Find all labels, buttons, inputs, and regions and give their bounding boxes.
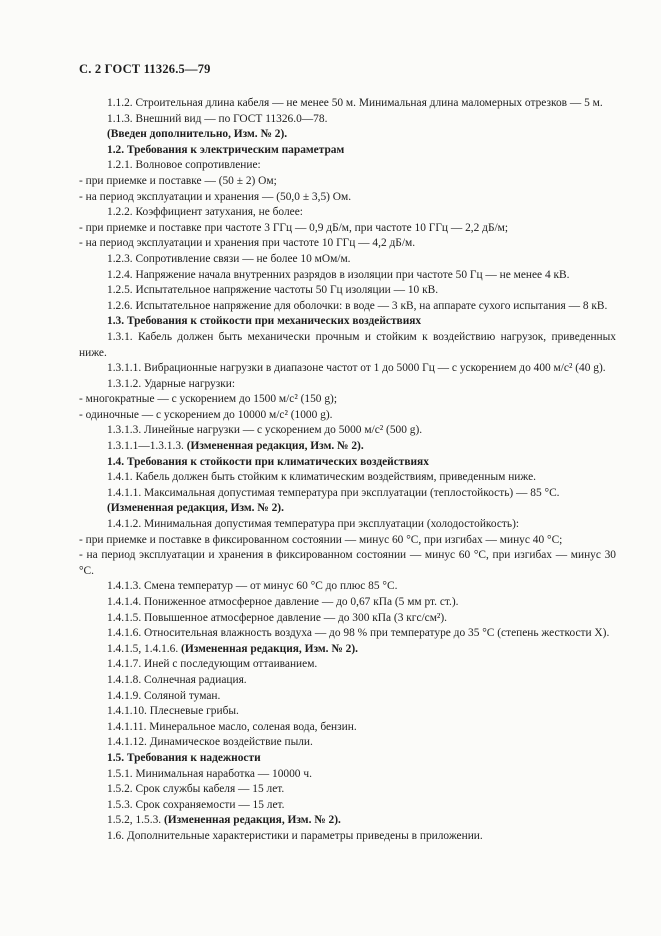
paragraph-1-2-4: 1.2.4. Напряжение начала внутренних разрядов в изоляции при частоте 50 Гц — не менее 4 кВ. — [107, 268, 570, 281]
paragraph-1-3-1-2: 1.3.1.2. Ударные нагрузки: — [107, 377, 236, 390]
paragraph-1-1-2: 1.1.2. Строительная длина кабеля — не менее 50 м. Минимальная длина маломерных отрезков — 5 м. — [107, 97, 603, 109]
paragraph-1-3-1-3: 1.3.1.3. Линейные нагрузки — с ускорением до 5000 м/с² (500 g). — [107, 424, 423, 437]
list-item: - при приемке и поставке — (50 ± 2) Ом; — [79, 174, 277, 187]
list-item: - одиночные — с ускорением до 10000 м/с² (1000 g). — [79, 408, 333, 421]
list-item: - многократные — с ускорением до 1500 м/с² (150 g); — [79, 393, 337, 406]
paragraph-1-4-1-4: 1.4.1.4. Пониженное атмосферное давление — до 0,67 кПа (5 мм рт. ст.). — [107, 596, 459, 608]
paragraph-1-2-2: 1.2.2. Коэффициент затухания, не более: — [107, 206, 303, 219]
paragraph-1-4-1-7: 1.4.1.7. Иней с последующим оттаиванием. — [107, 658, 318, 671]
paragraph-1-5-1: 1.5.1. Минимальная наработка — 10000 ч. — [107, 767, 312, 780]
amendment-line — [79, 439, 616, 455]
list-item: - на период эксплуатации и хранения в фиксированном состоянии — минус 60 °С, при изгибах — минус 30 °С. — [79, 549, 616, 577]
paragraph-1-2-5: 1.2.5. Испытательное напряжение частоты 50 Гц изоляции — 10 кВ. — [107, 284, 439, 297]
paragraph-1-4-1-6: 1.4.1.6. Относительная влажность воздуха — до 98 % при температуре до 35 °С (степень жесткости X). — [107, 627, 610, 640]
paragraph-1-4-1-1: 1.4.1.1. Максимальная допустимая температура при эксплуатации (теплостойкость) — 85 °С. — [107, 486, 560, 499]
page-header: С. 2 ГОСТ 11326.5—79 — [79, 62, 211, 76]
paragraph-1-5-2: 1.5.2. Срок службы кабеля — 15 лет. — [107, 783, 285, 796]
paragraph-1-1-3: 1.1.3. Внешний вид — по ГОСТ 11326.0—78. — [107, 112, 328, 125]
paragraph-1-2-1: 1.2.1. Волновое сопротивление: — [107, 159, 261, 172]
paragraph-1-4-1-12: 1.4.1.12. Динамическое воздействие пыли. — [107, 736, 313, 749]
list-item: - при приемке и поставке в фиксированном состоянии — минус 60 °С, при изгибах — минус 40 °С; — [79, 533, 563, 546]
paragraph-1-2-3: 1.2.3. Сопротивление связи — не более 10 мОм/м. — [107, 252, 351, 265]
amendment-note: (Введен дополнительно, Изм. № 2). — [107, 128, 288, 141]
paragraph-1-4-1-5: 1.4.1.5. Повышенное атмосферное давление — до 300 кПа (3 кгс/см²). — [107, 611, 447, 624]
amendment-line — [79, 642, 616, 658]
list-item: - при приемке и поставке при частоте 3 ГГц — 0,9 дБ/м, при частоте 10 ГГц — 2,2 дБ/м; — [79, 221, 509, 234]
amendment-note: (Измененная редакция, Изм. № 2). — [107, 502, 284, 515]
amendment-note: (Измененная редакция, Изм. № 2). — [186, 440, 364, 453]
list-item: - на период эксплуатации и хранения — (50,0 ± 3,5) Ом. — [79, 190, 352, 203]
section-heading-1-3: 1.3. Требования к стойкости при механических воздействиях — [107, 315, 422, 328]
amendment-note: (Измененная редакция, Изм. № 2). — [181, 642, 358, 655]
amendment-ref: 1.3.1.1—1.3.1.3. — [107, 440, 187, 453]
document-body — [79, 96, 616, 845]
paragraph-1-3-1-1: 1.3.1.1. Вибрационные нагрузки в диапазоне частот от 1 до 5000 Гц — с ускорением до 400 м/с² (40 g). — [107, 362, 606, 375]
section-heading-1-5: 1.5. Требования к надежности — [107, 751, 261, 764]
paragraph-1-4-1-2: 1.4.1.2. Минимальная допустимая температура при эксплуатации (холодостойкость): — [107, 518, 520, 531]
paragraph-1-4-1-10: 1.4.1.10. Плесневые грибы. — [107, 705, 239, 718]
amendment-ref: 1.5.2, 1.5.3. — [107, 814, 164, 827]
paragraph-1-4-1-8: 1.4.1.8. Солнечная радиация. — [107, 673, 247, 686]
paragraph-1-3-1: 1.3.1. Кабель должен быть механически прочным и стойким к воздействию нагрузок, приведенных ниже. — [79, 330, 616, 359]
amendment-note: (Измененная редакция, Изм. № 2). — [163, 814, 341, 827]
paragraph-1-4-1-3: 1.4.1.3. Смена температур — от минус 60 °С до плюс 85 °С. — [107, 580, 398, 593]
list-item: - на период эксплуатации и хранения при частоте 10 ГГц — 4,2 дБ/м. — [79, 237, 416, 250]
section-heading-1-4: 1.4. Требования к стойкости при климатических воздействиях — [107, 455, 429, 468]
amendment-ref: 1.4.1.5, 1.4.1.6. — [107, 642, 182, 655]
amendment-line — [79, 813, 616, 829]
paragraph-1-2-6: 1.2.6. Испытательное напряжение для оболочки: в воде — 3 кВ, на аппарате сухого испытания — 8 кВ. — [107, 299, 608, 312]
paragraph-1-5-3: 1.5.3. Срок сохраняемости — 15 лет. — [107, 798, 285, 811]
paragraph-1-4-1-9: 1.4.1.9. Соляной туман. — [107, 689, 221, 702]
paragraph-1-4-1: 1.4.1. Кабель должен быть стойким к климатическим воздействиям, приведенным ниже. — [107, 471, 537, 484]
section-heading-1-2: 1.2. Требования к электрическим параметрам — [107, 143, 345, 156]
paragraph-1-6: 1.6. Дополнительные характеристики и параметры приведены в приложении. — [107, 829, 483, 842]
paragraph-1-4-1-11: 1.4.1.11. Минеральное масло, соленая вода, бензин. — [107, 720, 357, 733]
